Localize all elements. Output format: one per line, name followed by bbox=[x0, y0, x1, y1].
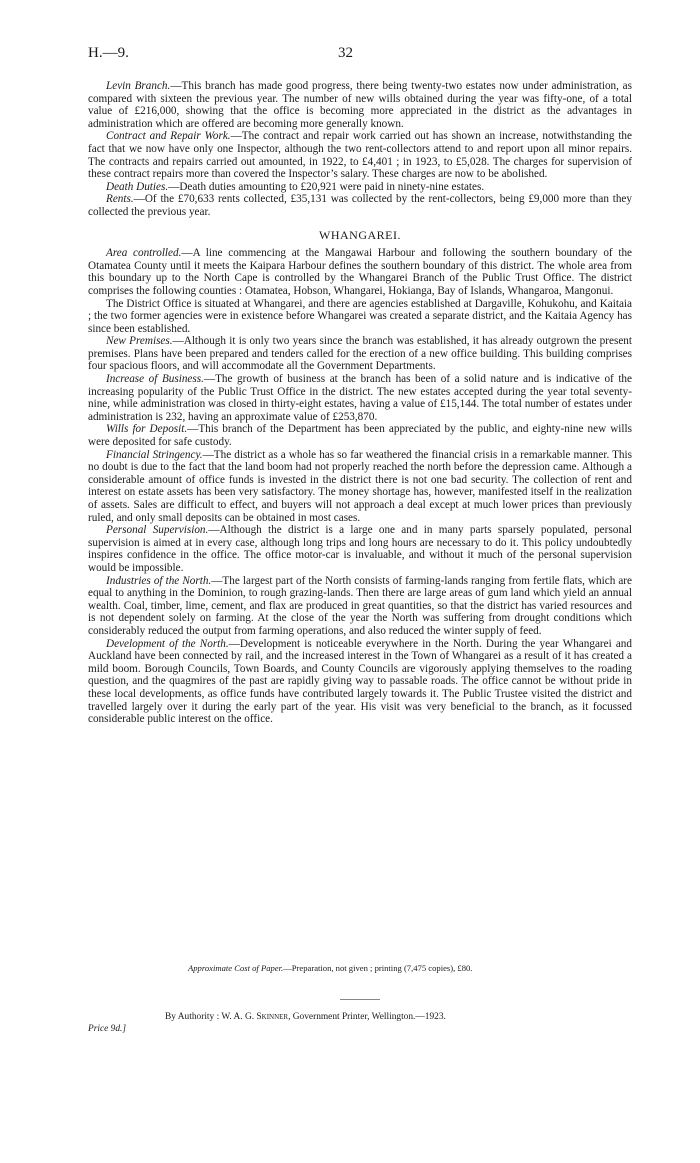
paragraph-personal-supervision bbox=[88, 524, 632, 574]
price-note: Price 9d.] bbox=[88, 1024, 127, 1034]
paragraph-lead: Personal Supervision. bbox=[106, 524, 209, 537]
paragraph-increase-business bbox=[88, 373, 632, 423]
footer-divider bbox=[340, 999, 380, 1000]
paragraph-rents bbox=[88, 193, 632, 218]
paragraph-text: —Development is noticeable everywhere in the North. During the year Whangarei and Auckland have been connected by rail, and the increased interest in the Town of Whangarei as a result of it has created a mild boom. Borough Councils, Town Boards, and County Councils are vigorously applying themselves to the roading question, and the quagmires of the past are rapidly giving way to passable roads. The office cannot be without pride in these local developments, as office funds have contributed largely towards it. The Public Trustee visited the district and travelled largely over it during the early part of the year. His visit was very beneficial to the branch, as it focussed considerable public interest on the office. bbox=[88, 637, 632, 726]
paragraph-lead: Contract and Repair Work. bbox=[106, 130, 231, 143]
paragraph-lead: Wills for Deposit. bbox=[106, 423, 188, 436]
paragraph-wills-deposit bbox=[88, 423, 632, 448]
paragraph-text: —This branch has made good progress, there being twenty-two estates now under administration, as compared with sixteen the previous year. The number of new wills obtained during the year was fifty-one, of a total value of £216,000, showing that the office is becoming more appreciated in the district as the advantages in administration which are offered are becoming more generally known. bbox=[88, 80, 632, 130]
paragraph-lead: Industries of the North. bbox=[106, 574, 212, 587]
document-reference: H.—9. bbox=[88, 45, 129, 61]
paragraph-new-premises bbox=[88, 335, 632, 373]
paragraph-lead: Area controlled. bbox=[106, 247, 182, 260]
paragraph-financial-stringency bbox=[88, 449, 632, 525]
paragraph-text: —Death duties amounting to £20,921 were paid in ninety-nine estates. bbox=[168, 180, 485, 193]
paragraph-industries-north bbox=[88, 575, 632, 638]
authority-suffix: , Government Printer, Wellington.—1923. bbox=[288, 1012, 446, 1022]
paragraph-lead: Rents. bbox=[106, 193, 134, 206]
section-title: WHANGAREI. bbox=[319, 227, 401, 242]
cost-lead: Approximate Cost of Paper. bbox=[188, 963, 284, 973]
cost-text: —Preparation, not given ; printing (7,475 copies), £80. bbox=[283, 963, 473, 973]
paragraph-text: —This branch of the Department has been appreciated by the public, and eighty-nine new wills were deposited for safe custody. bbox=[88, 423, 632, 449]
printer-name: Skinner bbox=[256, 1012, 289, 1022]
paragraph-text: —The largest part of the North consists of farming-lands ranging from fertile flats, which are equal to anything in the Dominion, to rough grazing-lands. Then there are large areas of gum land which yield an annual wealth. Coal, timber, lime, cement, and flax are produced in great quantities, so that the district has varied resources and is not dependent solely on farming. At the close of the year the North was suffering from drought conditions which considerably reduced the output from farming operations, and also reduced the winter supply of feed. bbox=[88, 574, 633, 637]
paragraph-lead: Death Duties. bbox=[106, 180, 169, 193]
paragraph-text: —The contract and repair work carried out has shown an increase, notwithstanding the fact that we now have only one Inspector, although the two rent-collectors attend to and report upon all minor repairs. The contracts and repairs carried out amounted, in 1922, to £4,401 ; in 1923, to £5,028. The charges for supervision of these contract repairs more than covered the Inspector’s salary. These charges are now to be abolished. bbox=[88, 130, 632, 181]
paragraph-levin-branch bbox=[88, 80, 632, 130]
paragraph-text: —Although it is only two years since the branch was established, it has already outgrown the present premises. Plans have been prepared and tenders called for the erection of a new office building. This building comprises four spacious floors, and will accommodate all the Government Departments. bbox=[88, 335, 632, 373]
paragraph-text: —Of the £70,633 rents collected, £35,131 was collected by the rent-collectors, being £9,000 more than they collected the previous year. bbox=[88, 193, 632, 218]
paragraph-text: —The district as a whole has so far weathered the financial crisis in a remarkable manner. This no doubt is due to the fact that the land boom had not properly reached the north before the depression came. Although a considerable amount of office funds is invested in the district there is not one bad security. The collection of rent and interest on estate assets has been very satisfactory. The money shortage has, however, manifested itself in the realization of assets. Sales are difficult to effect, and buyers will not approach a deal except at much lower prices than previously ruled, and only small deposits can be obtained in most cases. bbox=[88, 448, 632, 524]
paragraph-text: —The growth of business at the branch has been of a solid nature and is indicative of the increasing popularity of the Public Trust Office in the district. The new estates accepted during the year total seventy-nine, while administration was closed in thirty-eight estates, having a value of £15,144. The total number of estates under administration is 232, having an approximate value of £253,870. bbox=[88, 373, 632, 423]
authority-prefix: By Authority : W. A. G. bbox=[165, 1012, 257, 1022]
report-body bbox=[88, 80, 632, 726]
paragraph-death-duties bbox=[88, 181, 632, 194]
paragraph-lead: Financial Stringency. bbox=[106, 448, 203, 461]
cost-of-paper-note bbox=[188, 963, 472, 973]
paragraph-text: The District Office is situated at Whangarei, and there are agencies established at Dargaville, Kohukohu, and Kaitaia ; the two former agencies were in existence before Whangarei was created a separate district, and the Kaitaia Agency has since been established. bbox=[88, 297, 632, 335]
paragraph-lead: Development of the North. bbox=[106, 637, 229, 650]
paragraph-lead: Increase of Business. bbox=[106, 373, 204, 386]
paragraph-area-controlled bbox=[88, 247, 632, 297]
paragraph-lead: New Premises. bbox=[106, 335, 173, 348]
page-number: 32 bbox=[338, 45, 353, 61]
paragraph-development-north bbox=[88, 638, 632, 726]
page-header bbox=[88, 45, 608, 65]
paragraph-lead: Levin Branch. bbox=[106, 80, 171, 92]
printer-authority bbox=[165, 1012, 446, 1022]
paragraph-contract-repair bbox=[88, 130, 632, 180]
paragraph-text: —A line commencing at the Mangawai Harbour and following the southern boundary of the Otamatea County until it meets the Kaipara Harbour defines the southern boundary of this district. The whole area from this boundary up to the North Cape is controlled by the Whangarei Branch of the Public Trust Office. The district comprises the following counties : Otamatea, Hobson, Whangarei, Hokianga, Bay of Islands, Whangaroa, Mangonui. bbox=[88, 247, 632, 297]
paragraph-text: —Although the district is a large one and in many parts sparsely populated, personal supervision is aimed at in every case, although long trips and long hours are necessary to do it. This policy undoubtedly inspires confidence in the office. The office motor-car is invaluable, and without it much of the personal supervision would be impossible. bbox=[88, 524, 632, 574]
paragraph-district-office bbox=[88, 298, 632, 336]
